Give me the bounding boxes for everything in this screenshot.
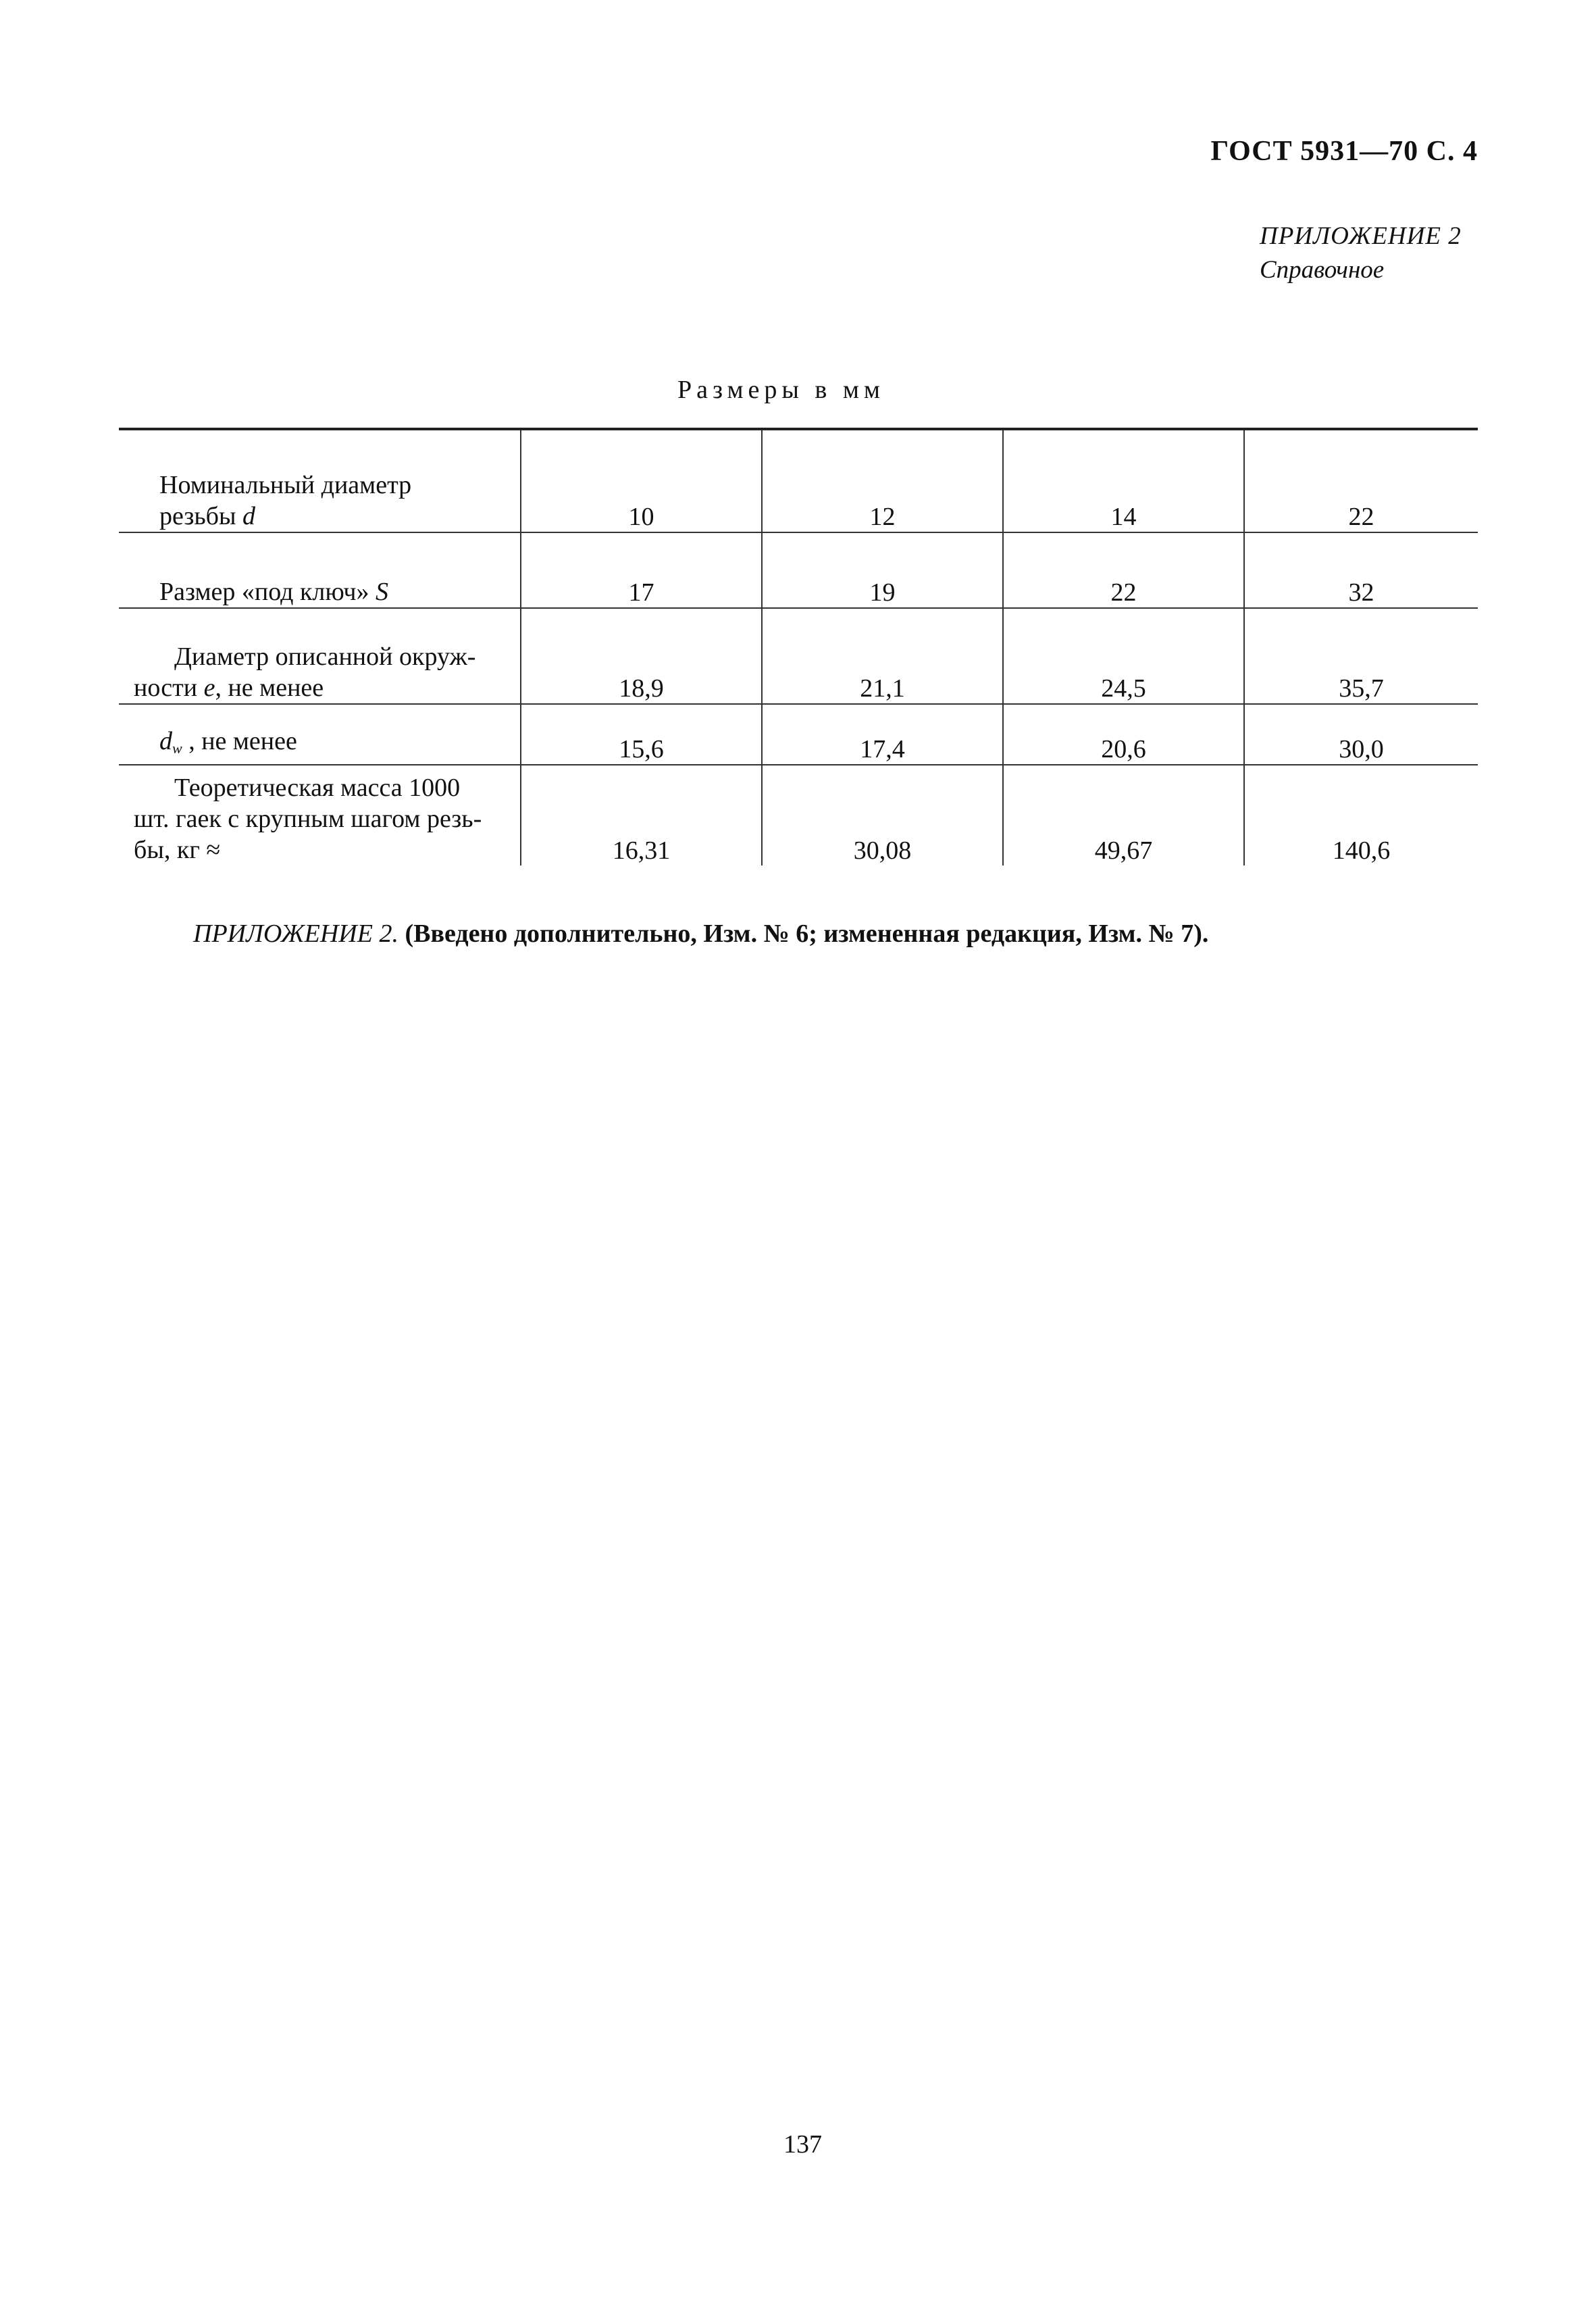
table-cell: 18,9 (521, 608, 762, 704)
table-cell: 10 (521, 429, 762, 532)
table-cell: 20,6 (1003, 704, 1244, 765)
table-cell: 15,6 (521, 704, 762, 765)
page-number: 137 (783, 2130, 822, 2159)
appendix-note (193, 919, 1208, 949)
appendix-label: ПРИЛОЖЕНИЕ 2 (1260, 222, 1462, 250)
table-cell: 17 (521, 532, 762, 608)
table-cell: 24,5 (1003, 608, 1244, 704)
table-units-caption: Размеры в мм (677, 376, 885, 404)
note-amendment-text: (Введено дополнительно, Изм. № 6; измененная редакция, Изм. № 7). (405, 920, 1209, 948)
row-label-wrench-size: Размер «под ключ» S (159, 578, 388, 606)
row-label-bearing-diameter: $d_w$ , не менее (159, 727, 297, 757)
table-cell: 12 (762, 429, 1003, 532)
table-cell: 30,0 (1244, 704, 1478, 765)
appendix-type: Справочное (1260, 256, 1385, 284)
table-cell: 17,4 (762, 704, 1003, 765)
table-row (119, 429, 1478, 532)
dimensions-table (119, 428, 1478, 865)
table-cell: 16,31 (521, 765, 762, 865)
table-row (119, 765, 1478, 865)
table-cell: 21,1 (762, 608, 1003, 704)
row-label-circumscribed-diameter: Диаметр описанной окруж- ности e, не менее (134, 643, 476, 702)
table-cell: 30,08 (762, 765, 1003, 865)
note-appendix-ref: ПРИЛОЖЕНИЕ 2. (193, 920, 398, 948)
table-row (119, 608, 1478, 704)
table-cell: 35,7 (1244, 608, 1478, 704)
table-cell: 14 (1003, 429, 1244, 532)
table-cell: 19 (762, 532, 1003, 608)
row-label-nominal-diameter: Номинальный диаметр резьбы d (159, 471, 412, 530)
row-label-theoretical-mass: Теоретическая масса 1000 шт. гаек с крупным шагом резь- бы, кг ≈ (134, 774, 482, 864)
table-row (119, 532, 1478, 608)
document-header-title: ГОСТ 5931—70 С. 4 (1210, 136, 1478, 167)
table-cell: 22 (1244, 429, 1478, 532)
table-cell: 140,6 (1244, 765, 1478, 865)
table-cell: 22 (1003, 532, 1244, 608)
table-cell: 49,67 (1003, 765, 1244, 865)
table-cell: 32 (1244, 532, 1478, 608)
table-row (119, 704, 1478, 765)
